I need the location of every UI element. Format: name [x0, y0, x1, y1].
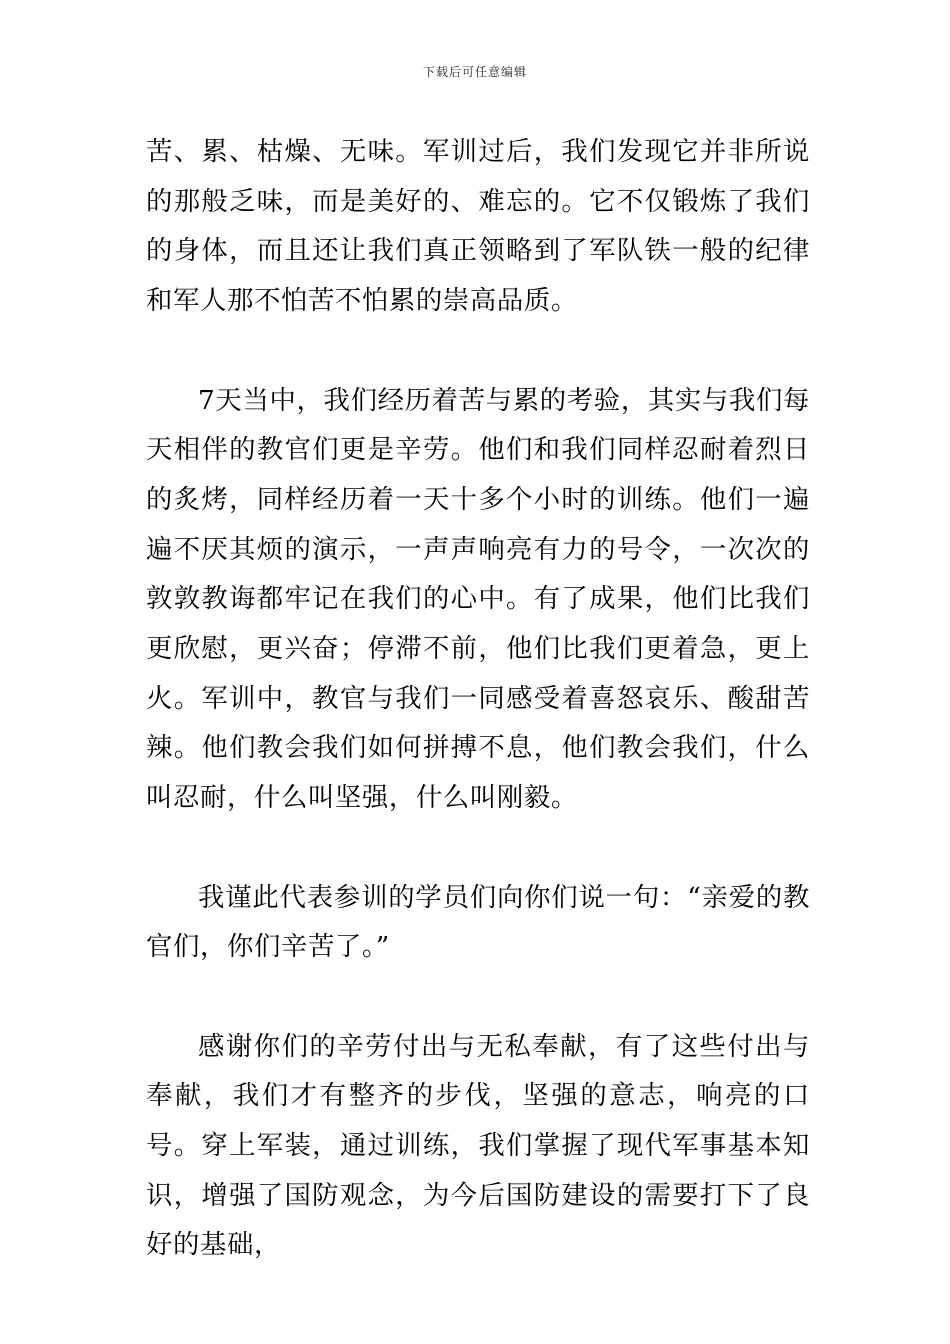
paragraph-4: 感谢你们的辛劳付出与无私奉献，有了这些付出与奉献，我们才有整齐的步伐，坚强的意志，响亮的口号。穿上军装，通过训练，我们掌握了现代军事基本知识，增强了国防观念，为今后国防建设的需要打下了良好的基础， [146, 1030, 810, 1261]
paragraph-spacer [146, 972, 810, 1022]
paragraph-1: 苦、累、枯燥、无味。军训过后，我们发现它并非所说的那般乏味，而是美好的、难忘的。它不仅锻炼了我们的身体，而且还让我们真正领略到了军队铁一般的纪律和军人那不怕苦不怕累的崇高品质。 [146, 136, 810, 317]
document-body [146, 127, 810, 1270]
paragraph-3: 我谨此代表参训的学员们向你们说一句：“亲爱的教官们，你们辛苦了。” [146, 881, 810, 963]
page-header: 下载后可任意编辑 [422, 65, 527, 79]
paragraph-spacer [146, 326, 810, 376]
paragraph-2: 7天当中，我们经历着苦与累的考验，其实与我们每天相伴的教官们更是辛劳。他们和我们同样忍耐着烈日的炙烤，同样经历着一天十多个小时的训练。他们一遍遍不厌其烦的演示，一声声响亮有力的号令，一次次的敦敦教诲都牢记在我们的心中。有了成果，他们比我们更欣慰，更兴奋；停滞不前，他们比我们更着急，更上火。军训中，教官与我们一同感受着喜怒哀乐、酸甜苦辣。他们教会我们如何拼搏不息，他们教会我们，什么叫忍耐，什么叫坚强，什么叫刚毅。 [146, 384, 810, 814]
paragraph-spacer [146, 823, 810, 873]
